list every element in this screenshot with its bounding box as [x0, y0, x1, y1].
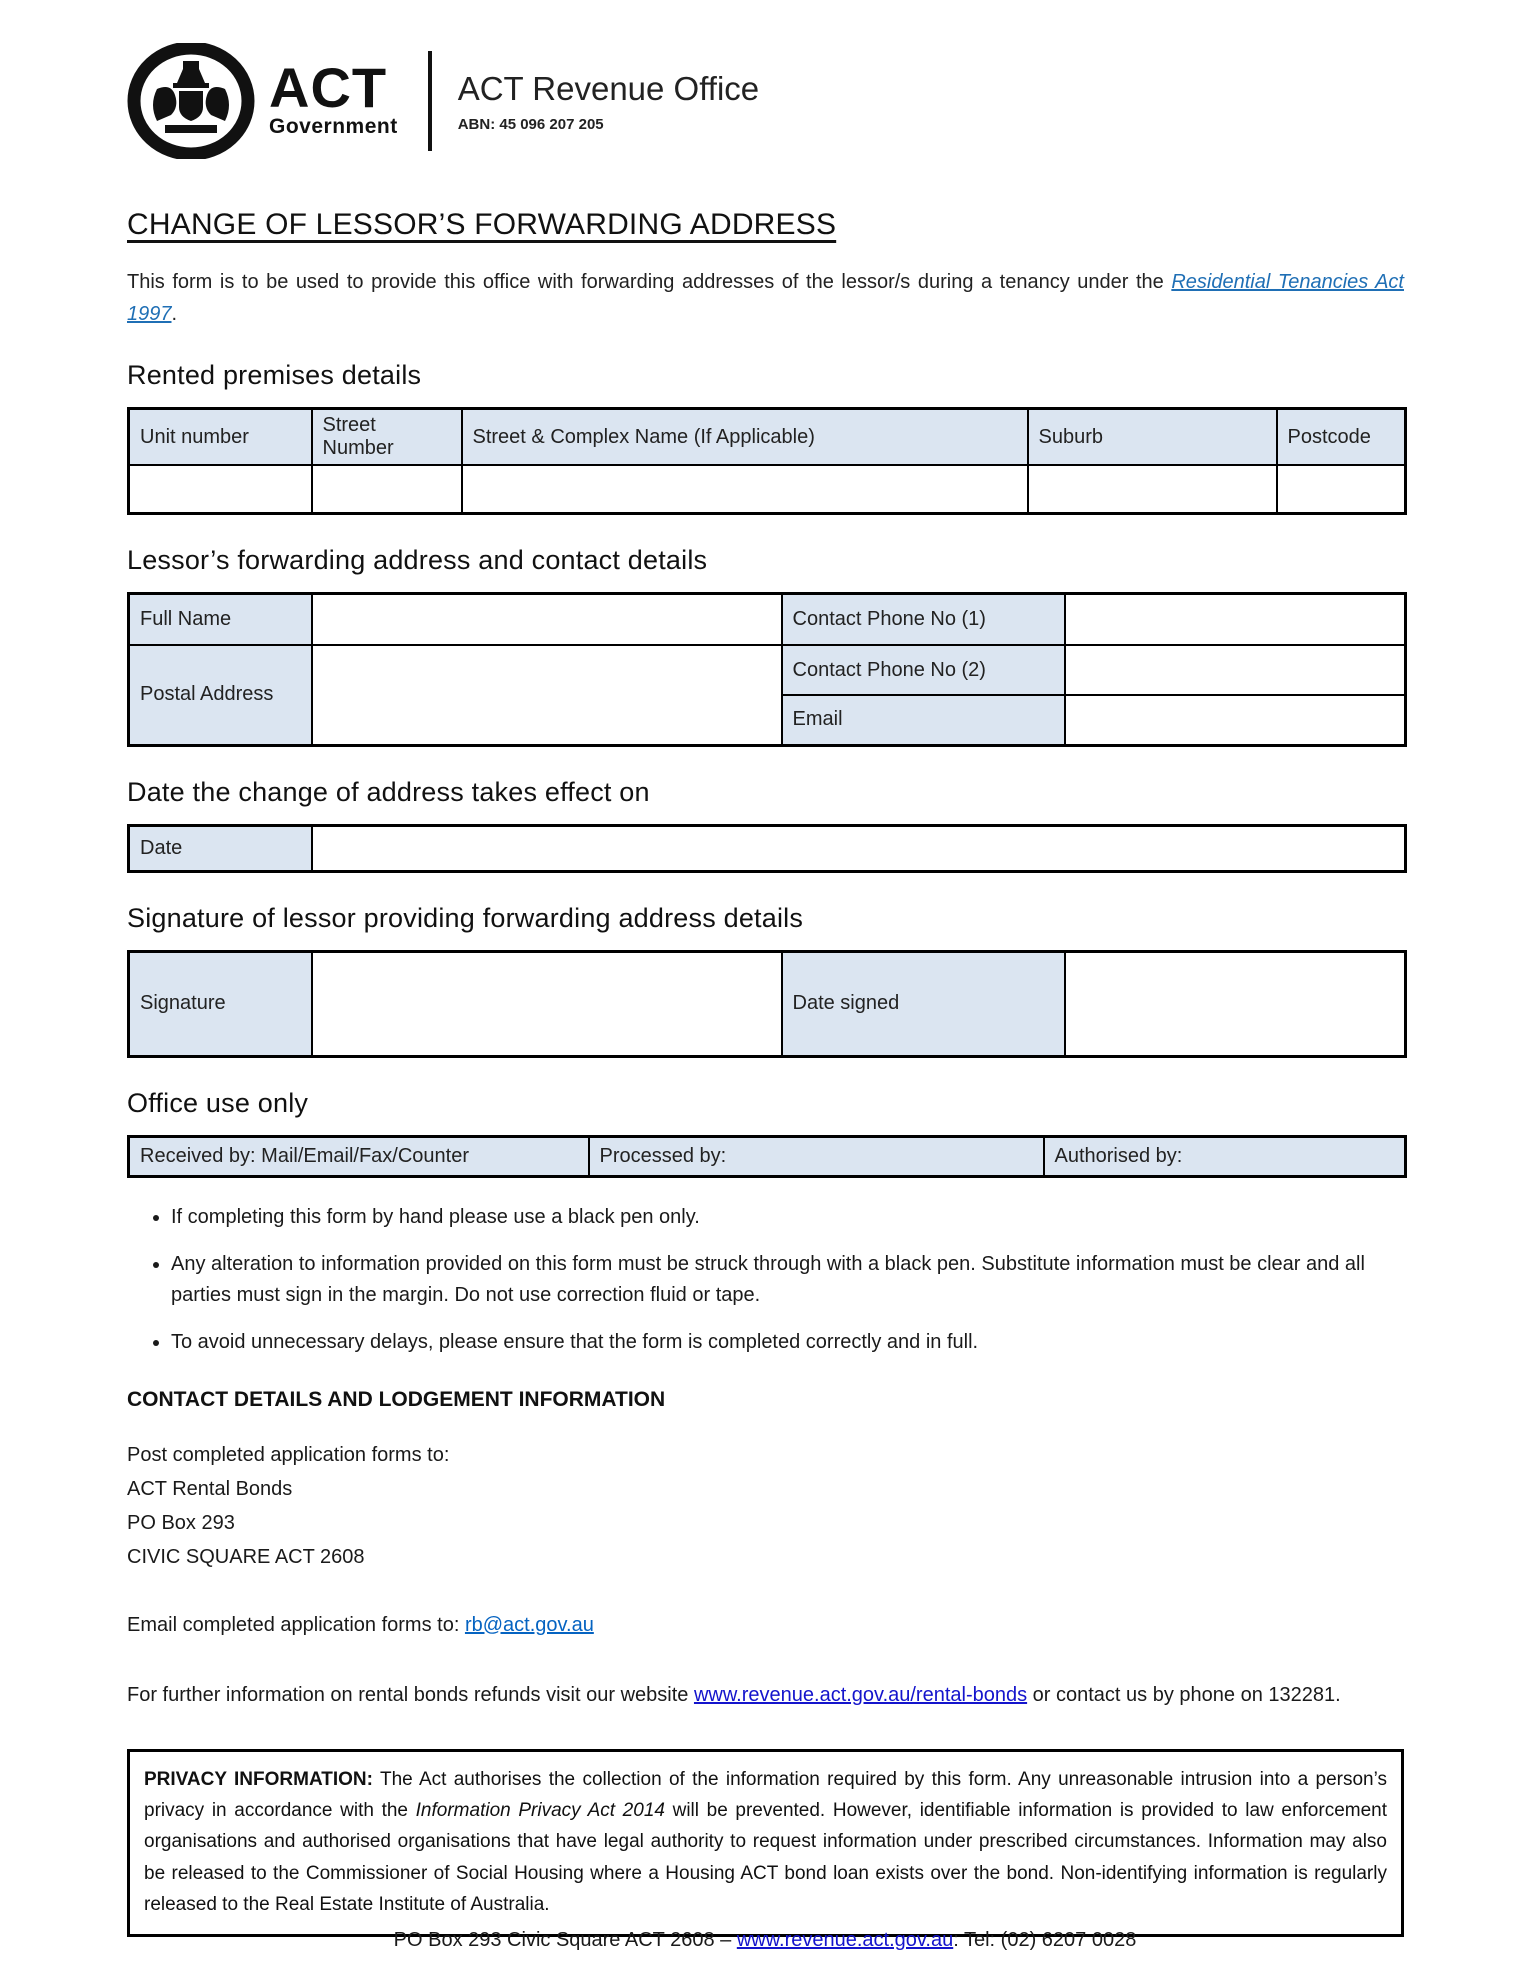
lessor-details-table	[127, 592, 1407, 747]
post-address-line3: CIVIC SQUARE ACT 2608	[127, 1545, 365, 1568]
footer-before: PO Box 293 Civic Square ACT 2608 –	[393, 1929, 737, 1951]
postal-address-label: Postal Address	[129, 645, 312, 745]
note-black-pen: • If completing this form by hand please use a black pen only.	[171, 1202, 1404, 1233]
intro-text-after: .	[171, 303, 178, 325]
processed-by-cell[interactable]: Processed by:	[589, 1136, 1044, 1176]
contact-phone2-label: Contact Phone No (2)	[782, 645, 1065, 695]
header	[127, 40, 1404, 162]
effect-date-heading: Date the change of address takes effect on	[127, 776, 650, 807]
post-intro: Post completed application forms to:	[127, 1443, 450, 1466]
postal-address-input[interactable]	[312, 645, 782, 745]
col-street-number: Street Number	[312, 409, 462, 466]
suburb-input[interactable]	[1028, 465, 1277, 513]
contact-phone1-input[interactable]	[1065, 593, 1406, 645]
street-number-input[interactable]	[312, 465, 462, 513]
privacy-text-2: will be prevented. However, identifiable information is provided to law enforcement organisations and authorised organisations that have legal authority to request information under prescribed circumstances. Information may also be released to the Commissioner of Social Housing where a Housing ACT bond loan exists over the bond. Non-identifying information is regularly released to the Real Estate Institute of Australia.	[144, 1799, 1388, 1915]
rental-bonds-website-link[interactable]: www.revenue.act.gov.au/rental-bonds	[693, 1683, 1028, 1706]
residential-tenancies-act-link[interactable]: Residential Tenancies Act 1997	[127, 271, 1404, 325]
logo-government-text: Government	[269, 115, 398, 139]
date-label: Date	[129, 825, 312, 871]
email-label: Email	[782, 695, 1065, 745]
notes-list	[127, 1202, 1404, 1358]
abn-text: ABN: 45 096 207 205	[457, 115, 604, 133]
full-name-label: Full Name	[129, 593, 312, 645]
contact-phone2-input[interactable]	[1065, 645, 1406, 695]
act-government-crest-icon	[127, 43, 255, 159]
info-after: or contact us by phone on 132281.	[1027, 1683, 1341, 1706]
post-address-line2: PO Box 293	[127, 1511, 235, 1534]
header-divider	[428, 51, 432, 151]
privacy-label: PRIVACY INFORMATION:	[144, 1768, 373, 1790]
logo-act-text: ACT	[269, 55, 388, 119]
privacy-information-box	[127, 1749, 1404, 1938]
date-signed-input[interactable]	[1065, 951, 1406, 1056]
postal-lodgement-block	[127, 1438, 1404, 1574]
contact-lodgement-heading: CONTACT DETAILS AND LODGEMENT INFORMATION	[127, 1387, 666, 1411]
unit-number-input[interactable]	[129, 465, 312, 513]
date-signed-label: Date signed	[782, 951, 1065, 1056]
info-before: For further information on rental bonds refunds visit our website	[127, 1683, 694, 1706]
act-government-wordmark	[269, 55, 398, 139]
effect-date-table	[127, 824, 1407, 873]
col-unit-number: Unit number	[129, 409, 312, 466]
signature-table	[127, 950, 1407, 1058]
email-lodgement-line	[127, 1614, 1404, 1637]
rb-email-link[interactable]: rb@act.gov.au	[464, 1613, 594, 1636]
page-footer	[0, 1929, 1530, 1952]
footer-after: : Tel: (02) 6207 0028	[953, 1929, 1137, 1951]
privacy-act-name: Information Privacy Act 2014	[415, 1799, 665, 1821]
rented-premises-heading: Rented premises details	[127, 360, 422, 390]
footer-website-link[interactable]: www.revenue.act.gov.au	[736, 1929, 954, 1951]
office-use-heading: Office use only	[127, 1087, 309, 1118]
street-complex-name-input[interactable]	[462, 465, 1028, 513]
contact-phone1-label: Contact Phone No (1)	[782, 593, 1065, 645]
col-street-complex-name: Street & Complex Name (If Applicable)	[462, 409, 1028, 466]
page-title: CHANGE OF LESSOR’S FORWARDING ADDRESS	[127, 208, 837, 241]
authorised-by-cell[interactable]: Authorised by:	[1044, 1136, 1406, 1176]
email-prefix: Email completed application forms to:	[127, 1613, 465, 1636]
post-address-line1: ACT Rental Bonds	[127, 1477, 293, 1500]
signature-label: Signature	[129, 951, 312, 1056]
intro-text-before: This form is to be used to provide this office with forwarding addresses of the lessor/s during a tenancy under the	[127, 271, 1172, 293]
signature-input[interactable]	[312, 951, 782, 1056]
email-input[interactable]	[1065, 695, 1406, 745]
col-postcode: Postcode	[1277, 409, 1406, 466]
note-alterations: • Any alteration to information provided on this form must be struck through with a black pen. Substitute information must be clear and all parties must sign in the margin. Do not use correction fluid or tape.	[171, 1249, 1404, 1311]
privacy-text-1: The Act authorises the collection of the information required by this form. Any unreasonable intrusion into a person’s privacy in accordance with the	[144, 1768, 1387, 1821]
rented-premises-table	[127, 407, 1407, 515]
date-input[interactable]	[312, 825, 1406, 871]
intro-paragraph	[127, 266, 1404, 330]
office-name: ACT Revenue Office	[457, 69, 760, 107]
office-use-table	[127, 1135, 1407, 1178]
full-name-input[interactable]	[312, 593, 782, 645]
further-info-line	[127, 1679, 1404, 1711]
note-delays: • To avoid unnecessary delays, please ensure that the form is completed correctly and in full.	[171, 1327, 1404, 1358]
col-suburb: Suburb	[1028, 409, 1277, 466]
received-by-cell[interactable]: Received by: Mail/Email/Fax/Counter	[129, 1136, 589, 1176]
signature-heading: Signature of lessor providing forwarding address details	[127, 902, 804, 933]
lessor-details-heading: Lessor’s forwarding address and contact details	[127, 544, 708, 575]
postcode-input[interactable]	[1277, 465, 1406, 513]
